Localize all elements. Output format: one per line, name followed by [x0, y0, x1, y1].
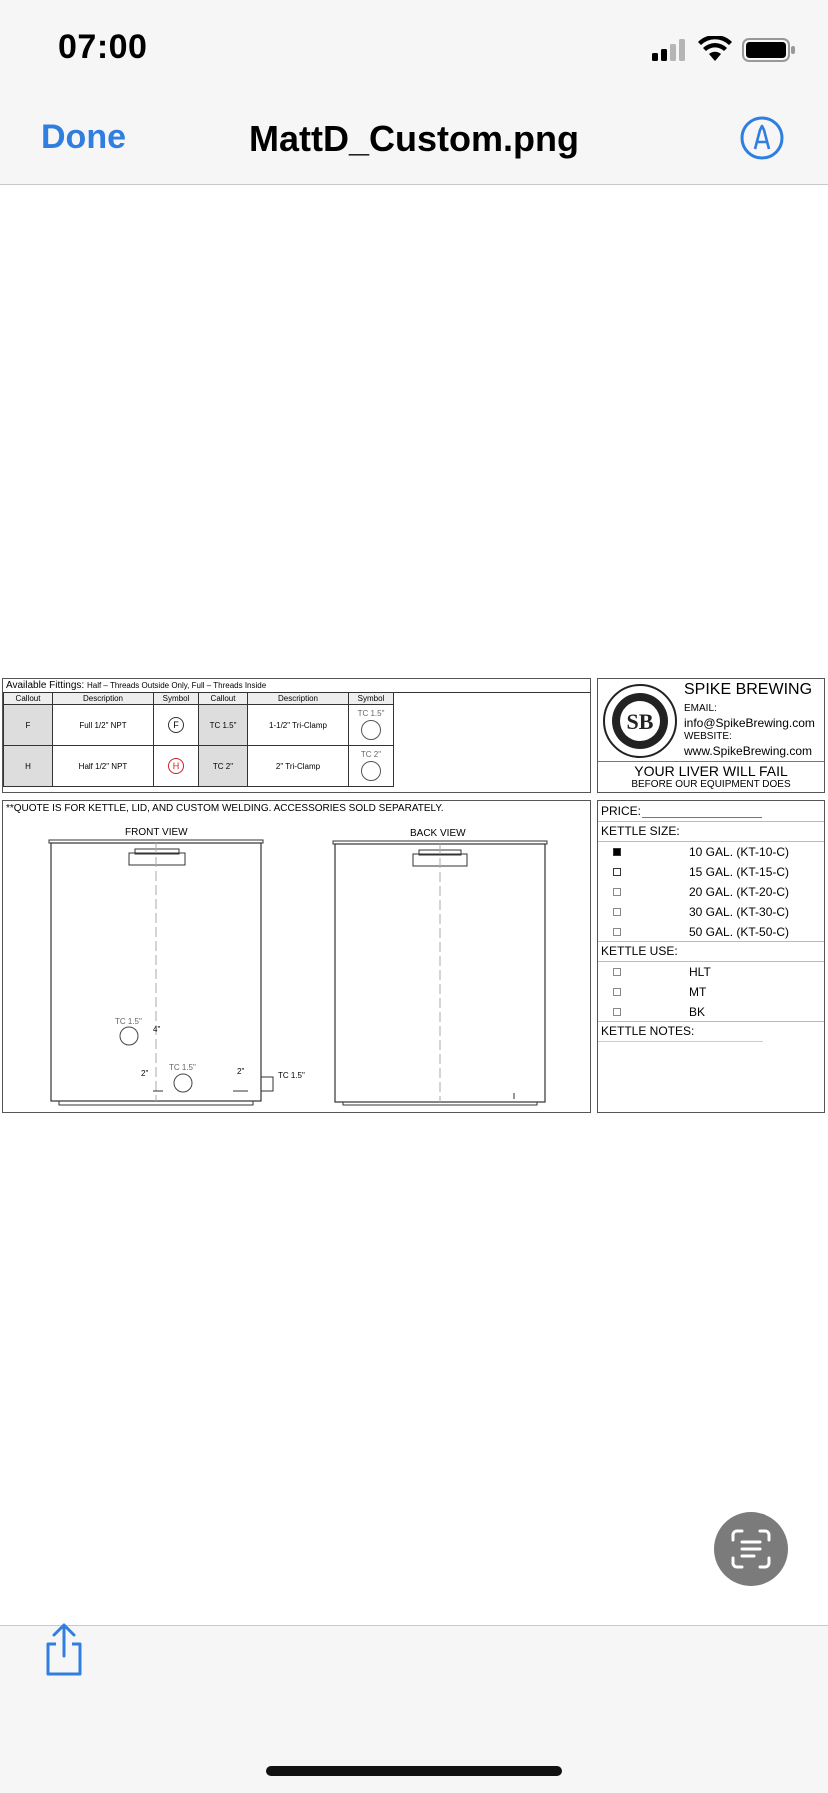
fittings-header-note: Half – Threads Outside Only, Full – Threads Inside: [86, 681, 267, 690]
fittings-header: Available Fittings:: [6, 680, 85, 691]
brand-website: www.SpikeBrewing.com: [684, 744, 813, 758]
kettle-size-label: KETTLE SIZE:: [601, 824, 680, 838]
table-row: [4, 705, 394, 746]
back-view-label: BACK VIEW: [410, 828, 466, 839]
col-callout-2: Callout: [199, 693, 248, 705]
live-text-icon: [731, 1529, 771, 1569]
spike-brewing-logo: [602, 683, 678, 759]
tc-symbol-label: TC 1.5": [357, 708, 385, 718]
size-option-label: 50 GAL. (KT-50-C): [689, 925, 790, 939]
logo-text: SB: [626, 709, 654, 734]
col-description: Description: [53, 693, 154, 705]
callout-cell: TC 1.5": [199, 705, 248, 746]
col-callout: Callout: [4, 693, 53, 705]
size-checkbox-15[interactable]: [613, 868, 621, 876]
dim-2-left-callout: 2": [141, 1069, 149, 1078]
front-view-drawing: [3, 801, 590, 1112]
views-panel: [2, 800, 591, 1113]
tc-circle-icon: [361, 720, 381, 740]
top-bar: [0, 0, 828, 185]
use-option-label: MT: [689, 985, 707, 999]
home-indicator: [266, 1766, 562, 1776]
email-label: EMAIL:: [684, 703, 717, 714]
description-cell: 1-1/2" Tri-Clamp: [248, 705, 349, 746]
kettle-notes-label: KETTLE NOTES:: [601, 1024, 695, 1038]
fittings-header-row: [4, 693, 394, 705]
use-checkbox-hlt[interactable]: [613, 968, 621, 976]
quote-note: **QUOTE IS FOR KETTLE, LID, AND CUSTOM WELDING. ACCESSORIES SOLD SEPARATELY.: [6, 803, 444, 814]
symbol-cell: [154, 746, 199, 787]
symbol-cell: [349, 705, 394, 746]
kettle-drawing: [0, 676, 828, 1116]
size-option-label: 10 GAL. (KT-10-C): [689, 845, 790, 859]
brand-tagline: YOUR LIVER WILL FAIL: [634, 763, 788, 779]
description-cell: Full 1/2" NPT: [53, 705, 154, 746]
fitting-h-symbol: H: [168, 758, 184, 774]
price-label: PRICE:: [601, 804, 642, 818]
size-checkbox-30[interactable]: [613, 908, 621, 916]
done-button[interactable]: Done: [41, 118, 126, 156]
size-checkbox-50[interactable]: [613, 928, 621, 936]
wifi-icon: [698, 36, 732, 62]
table-row: [4, 746, 394, 787]
col-symbol: Symbol: [154, 693, 199, 705]
description-cell: 2" Tri-Clamp: [248, 746, 349, 787]
col-description-2: Description: [248, 693, 349, 705]
symbol-cell: [349, 746, 394, 787]
cellular-signal-icon: [652, 39, 690, 61]
fitting-f-symbol: F: [168, 717, 184, 733]
share-icon[interactable]: [42, 1622, 86, 1678]
website-label: WEBSITE:: [684, 731, 732, 742]
size-option-label: 15 GAL. (KT-15-C): [689, 865, 790, 879]
tc-side-callout: TC 1.5": [278, 1071, 305, 1080]
brand-name: SPIKE BREWING: [684, 681, 813, 698]
fittings-panel: [2, 678, 591, 793]
kettle-use-label: KETTLE USE:: [601, 944, 678, 958]
front-view-label: FRONT VIEW: [125, 827, 188, 838]
tc-lower-callout: TC 1.5": [169, 1063, 196, 1072]
page-title: MattD_Custom.png: [249, 118, 579, 159]
dim-2-right-callout: 2": [237, 1067, 245, 1076]
fittings-table: [3, 692, 394, 787]
use-checkbox-bk[interactable]: [613, 1008, 621, 1016]
tc-circle-icon: [361, 761, 381, 781]
tc-symbol-label: TC 2": [360, 749, 382, 759]
callout-cell: F: [4, 705, 53, 746]
battery-icon: [742, 38, 796, 62]
size-option-label: 20 GAL. (KT-20-C): [689, 885, 790, 899]
brand-panel: [597, 678, 825, 793]
symbol-cell: [154, 705, 199, 746]
markup-button[interactable]: [740, 116, 784, 160]
brand-email: info@SpikeBrewing.com: [684, 716, 815, 730]
size-option-label: 30 GAL. (KT-30-C): [689, 905, 790, 919]
size-checkbox-20[interactable]: [613, 888, 621, 896]
use-checkbox-mt[interactable]: [613, 988, 621, 996]
dim-4-callout: 4": [153, 1025, 161, 1034]
tc-upper-callout: TC 1.5": [115, 1017, 142, 1026]
order-panel: [597, 800, 825, 1113]
callout-cell: H: [4, 746, 53, 787]
size-checkbox-10[interactable]: [613, 848, 621, 856]
use-option-label: BK: [689, 1005, 706, 1019]
col-symbol-2: Symbol: [349, 693, 394, 705]
live-text-button[interactable]: [714, 1512, 788, 1586]
use-option-label: HLT: [689, 965, 711, 979]
description-cell: Half 1/2" NPT: [53, 746, 154, 787]
brand-subtagline: BEFORE OUR EQUIPMENT DOES: [631, 779, 791, 790]
status-time: 07:00: [58, 28, 148, 66]
callout-cell: TC 2": [199, 746, 248, 787]
